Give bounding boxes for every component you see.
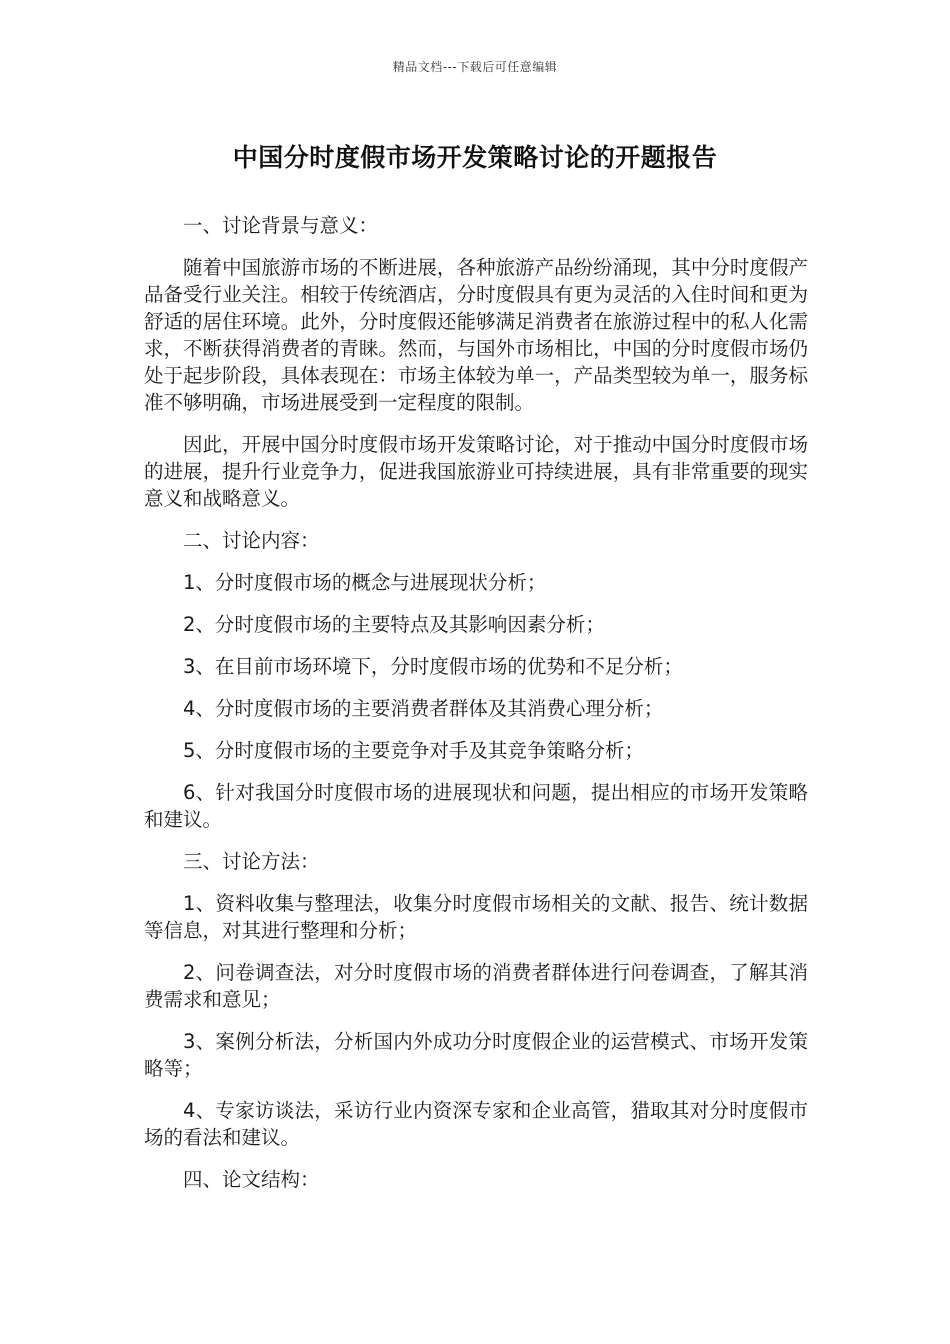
section-heading-structure: 四、论文结构： bbox=[183, 1168, 320, 1191]
paragraph: 随着中国旅游市场的不断进展，各种旅游产品纷纷涌现，其中分时度假产品备受行业关注。相较于传统酒店，分时度假具有更为灵活的入住时间和更为舒适的居住环境。此外，分时度假还能够满足消费者在旅游过程中的私人化需求，不断获得消费者的青睐。然而，与国外市场相比，中国的分时度假市场仍处于起步阶段，具体表现在：市场主体较为单一，产品类型较为单一，服务标准不够明确，市场进展受到一定程度的限制。 bbox=[144, 256, 808, 414]
section-heading-methods: 三、讨论方法： bbox=[183, 850, 320, 873]
list-item: 5、分时度假市场的主要竞争对手及其竞争策略分析； bbox=[183, 739, 644, 762]
list-item: 4、分时度假市场的主要消费者群体及其消费心理分析； bbox=[183, 697, 664, 720]
section-heading-content: 二、讨论内容： bbox=[183, 529, 320, 552]
list-item: 1、资料收集与整理法，收集分时度假市场相关的文献、报告、统计数据等信息，对其进行整理和分析； bbox=[144, 892, 808, 942]
document-body bbox=[144, 212, 808, 1208]
list-item: 2、分时度假市场的主要特点及其影响因素分析； bbox=[183, 613, 605, 636]
list-item: 2、问卷调查法，对分时度假市场的消费者群体进行问卷调查，了解其消费需求和意见； bbox=[144, 961, 808, 1011]
list-item: 1、分时度假市场的概念与进展现状分析； bbox=[183, 571, 547, 594]
list-item: 6、针对我国分时度假市场的进展现状和问题，提出相应的市场开发策略和建议。 bbox=[144, 781, 808, 831]
header-note: 精品文档---下载后可任意编辑 bbox=[392, 60, 558, 74]
list-item: 4、专家访谈法，采访行业内资深专家和企业高管，猎取其对分时度假市场的看法和建议。 bbox=[144, 1099, 808, 1149]
document-title: 中国分时度假市场开发策略讨论的开题报告 bbox=[232, 143, 718, 172]
section-heading-background: 一、讨论背景与意义： bbox=[183, 214, 379, 237]
list-item: 3、案例分析法，分析国内外成功分时度假企业的运营模式、市场开发策略等； bbox=[144, 1030, 808, 1080]
list-item: 3、在目前市场环境下，分时度假市场的优势和不足分析； bbox=[183, 655, 683, 678]
paragraph: 因此，开展中国分时度假市场开发策略讨论，对于推动中国分时度假市场的进展，提升行业竞争力，促进我国旅游业可持续进展，具有非常重要的现实意义和战略意义。 bbox=[144, 433, 808, 510]
